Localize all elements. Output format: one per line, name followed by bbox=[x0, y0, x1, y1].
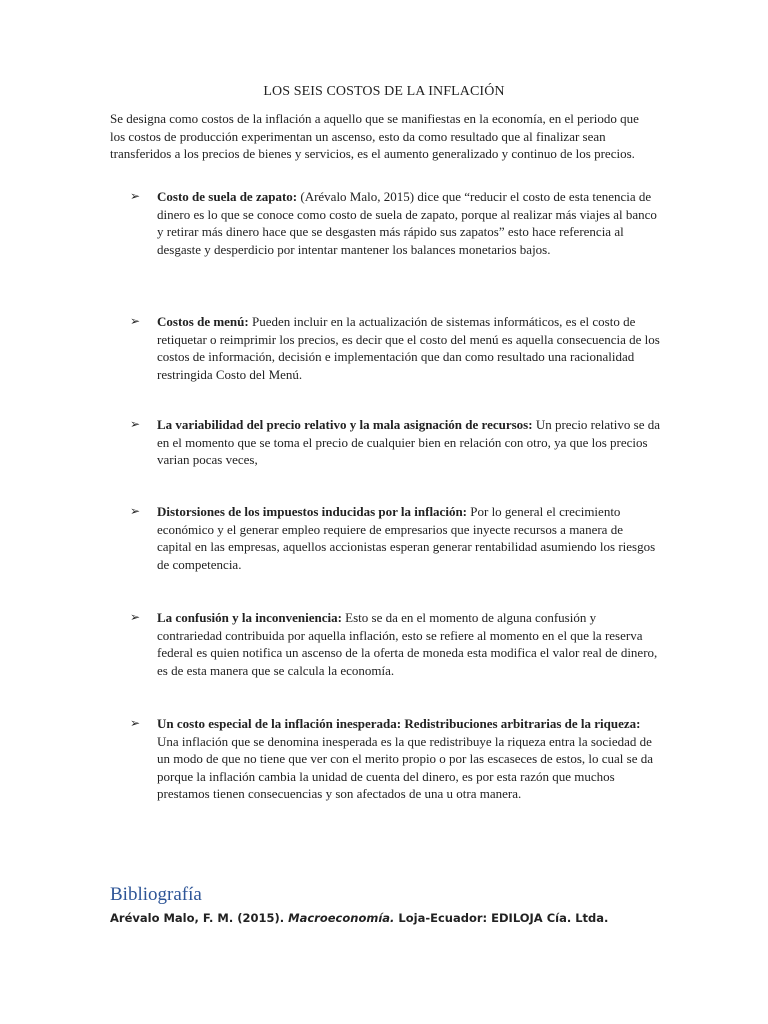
arrow-bullet-icon: ➢ bbox=[130, 610, 141, 624]
item-heading: La confusión y la inconveniencia: bbox=[157, 610, 342, 625]
bibliography-author: Arévalo Malo, F. M. (2015). bbox=[110, 911, 289, 925]
item-text: (Arévalo Malo, 2015) dice que “reducir el costo de esta tenencia de dinero es lo que se conoce como costo de suela de zapato, porque al realizar más viajes al banco y retirar más dinero hace que se desgasten más rápido sus zapatos” esto hace referencia al desgaste y desperdicio por intentar mantener los balances monetarios bajos. bbox=[157, 189, 657, 257]
bibliography-work: Macroeconomía. bbox=[288, 911, 395, 925]
list-item bbox=[130, 313, 660, 383]
item-heading: La variabilidad del precio relativo y la mala asignación de recursos: bbox=[157, 417, 533, 432]
bibliography-entry bbox=[110, 911, 670, 925]
list-item bbox=[130, 715, 660, 803]
arrow-bullet-icon: ➢ bbox=[130, 189, 141, 203]
document-title: LOS SEIS COSTOS DE LA INFLACIÓN bbox=[263, 84, 505, 99]
list-item bbox=[130, 188, 660, 258]
item-heading: Un costo especial de la inflación inesperada: Redistribuciones arbitrarias de la riqueza: bbox=[157, 716, 641, 731]
item-text: Una inflación que se denomina inesperada es la que redistribuye la riqueza entra la sociedad de un modo de que no tiene que ver con el merito propio o por las escaseces de estos, lo cual se da porque la inflación cambia la unidad de cuenta del dinero, es por esta razón que muchos prestamos tienen consecuencias y son afectados de una u otra manera. bbox=[157, 733, 654, 801]
arrow-bullet-icon: ➢ bbox=[130, 716, 141, 730]
bibliography-heading: Bibliografía bbox=[110, 884, 202, 905]
item-text: Pueden incluir en la actualización de sistemas informáticos, es el costo de retiquetar o reimprimir los precios, es decir que el costo del menú es aquella consecuencia de los costos de información, decisión e implementación que dan como resultado una racionalidad restringida Costo del Menú. bbox=[157, 314, 660, 382]
item-heading: Distorsiones de los impuestos inducidas por la inflación: bbox=[157, 504, 468, 519]
item-text: Esto se da en el momento de alguna confusión y contrariedad contribuida por aquella inflación, esto se refiere al momento en el que la reserva federal es quien notifica un ascenso de la oferta de moneda esta modifica el valor real de dinero, es de esta manera que se calcula la economía. bbox=[157, 610, 658, 678]
arrow-bullet-icon: ➢ bbox=[130, 504, 141, 518]
intro-paragraph: Se designa como costos de la inflación a aquello que se manifiestas en la economía, en el periodo que los costos de producción experimentan un ascenso, esto da como resultado que al finalizar sean transferidos a los precios de bienes y servicios, es el aumento generalizado y continuo de los precios. bbox=[110, 111, 639, 161]
list-item bbox=[130, 416, 660, 469]
item-text: Un precio relativo se da en el momento que se toma el precio de cualquier bien en relación con otro, ya que los precios varian pocas veces, bbox=[157, 417, 660, 467]
item-heading: Costo de suela de zapato: bbox=[157, 189, 298, 204]
arrow-bullet-icon: ➢ bbox=[130, 417, 141, 431]
item-heading: Costos de menú: bbox=[157, 314, 249, 329]
list-item bbox=[130, 503, 660, 573]
item-text: Por lo general el crecimiento económico y el generar empleo requiere de empresarios que inyecte recursos a manera de capital en las empresas, aquellos accionistas esperan generar rentabilidad asumiendo los riesgos de competencia. bbox=[157, 504, 656, 572]
arrow-bullet-icon: ➢ bbox=[130, 314, 141, 328]
bibliography-publisher: Loja-Ecuador: EDILOJA Cía. Ltda. bbox=[394, 911, 609, 925]
list-item bbox=[130, 609, 660, 679]
